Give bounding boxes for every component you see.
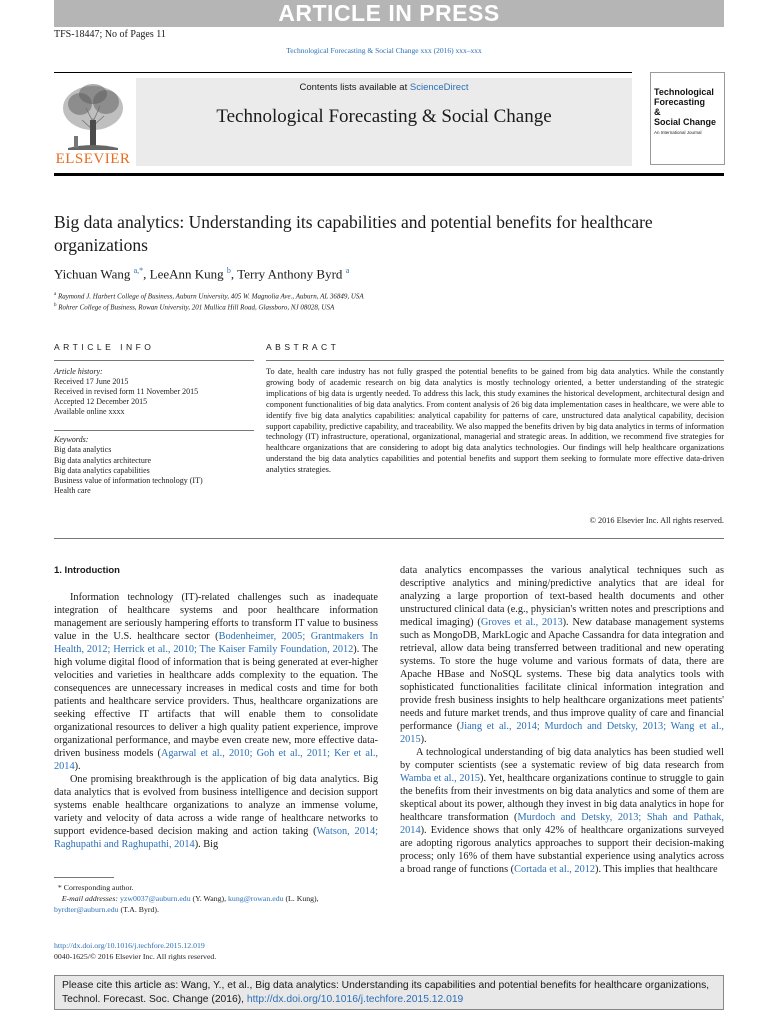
paragraph <box>54 591 378 773</box>
email-link[interactable]: byrdter@auburn.edu <box>54 905 119 914</box>
email-link[interactable]: kung@rowan.edu <box>228 894 284 903</box>
doi-block <box>54 940 216 962</box>
author-name[interactable]: Terry Anthony Byrd <box>237 266 343 282</box>
email-addresses: E-mail addresses: yzw0037@auburn.edu (Y. Wang), kung@rowan.edu (L. Kung), byrdter@auburn.edu (T.A. Byrd). <box>54 894 319 914</box>
citation-link[interactable]: Bodenheimer, 2005; Grantmakers In Health, 2012; Herrick et al., 2010; The Kaiser Family Foundation, 2012 <box>54 631 378 655</box>
author-list: Yichuan Wang $^{a,*}$, LeeAnn Kung $^b$, Terry Anthony Byrd $^a$ <box>54 266 350 282</box>
citation-link[interactable]: Murdoch and Detsky, 2013; Shah and Pathak, 2014 <box>400 812 725 836</box>
email-label: E-mail addresses: <box>61 894 119 903</box>
cover-title-line: Forecasting <box>654 97 706 107</box>
abstract-end-rule <box>54 538 724 539</box>
paragraph <box>400 746 724 876</box>
journal-reference-link[interactable]: Technological Forecasting & Social Change xxx (2016) xxx–xxx <box>286 46 482 55</box>
citation-notice <box>54 975 724 1010</box>
history-label: Article history: <box>54 367 103 376</box>
paragraph-text: ). Yet, healthcare organizations continue to struggle to gain the benefits from their investments on big data analytics and some of them are skeptical about its power, although they invest in big data analytics in hope for healthcare transformation ( <box>400 773 724 823</box>
citation-link[interactable]: Cortada et al., 2012 <box>514 864 596 875</box>
keywords-rule <box>54 430 254 431</box>
body-right-column <box>400 564 724 876</box>
page-info: TFS-18447; No of Pages 11 <box>54 29 166 40</box>
paragraph-text: A technological understanding of big data analytics has been studied well by computer scientists (see a systematic review of big data research from <box>400 747 724 771</box>
abstract-text: To date, health care industry has not fully grasped the potential benefits to be gained from big data analytics. While the constantly growing body of academic research on big data analytics is mostly technology oriented, a better understanding of the strategic implications of big data is urgently needed. To address this lack, this study examines the historical development, architectural design and component functionalities of big data analytics. From content analysis of 26 big data implementation cases in healthcare, we were able to identify five big data analytics capabilities: analytical capability for patterns of care, unstructured data analytical capability, decision support capability, predictive capability, and traceability. We also mapped the benefits driven by big data analytics in terms of information technology (IT) infrastructure, operational, organizational, managerial and strategic areas. In addition, we recommend five strategies for healthcare organizations that are considering to adopt big data analytics technologies. Our findings will help healthcare organizations understand the big data analytics capabilities and potential benefits and support them seeking to formulate more effective data-driven analytics strategies. <box>266 367 724 475</box>
author-name[interactable]: LeeAnn Kung <box>149 266 224 282</box>
author-name[interactable]: Yichuan Wang <box>54 266 131 282</box>
abstract-copyright: © 2016 Elsevier Inc. All rights reserved. <box>589 516 724 525</box>
journal-cover-thumbnail <box>650 72 725 165</box>
author-affiliation-marker[interactable]: a,* <box>133 266 144 275</box>
paragraph-text: One promising breakthrough is the application of big data analytics. Big data analytics that is evolved from business intelligence and decision support systems enable healthcare organizations to analyze an immense volume, variety and velocity of data across a wide range of healthcare networks to support evidence-based decision making and action taking ( <box>54 774 378 837</box>
corresponding-author-note: * Corresponding author. <box>54 883 134 892</box>
abstract-rule <box>266 360 724 361</box>
keyword: Business value of information technology (IT) <box>54 476 203 486</box>
paragraph-text: ). <box>74 761 81 772</box>
affiliation: $^b$ Rohrer College of Business, Rowan University, 201 Mullica Hill Road, Glassboro, NJ 08028, USA <box>54 303 335 312</box>
keyword: Big data analytics capabilities <box>54 465 150 475</box>
cover-title-line: Social Change <box>654 117 717 127</box>
history-item: Received 17 June 2015 <box>54 377 129 386</box>
paragraph <box>54 773 378 851</box>
journal-title: Technological Forecasting & Social Change <box>216 106 552 127</box>
article-info-rule <box>54 360 254 361</box>
affiliation: $^a$ Raymond J. Harbert College of Business, Auburn University, 405 W. Magnolia Ave., Auburn, AL 36849, USA <box>54 292 364 301</box>
cover-title-line: & <box>654 107 661 117</box>
citation-link[interactable]: Agarwal et al., 2010; Goh et al., 2011; Ker et al., 2014 <box>54 748 379 772</box>
doi-link[interactable]: http://dx.doi.org/10.1016/j.techfore.2015.12.019 <box>54 941 205 950</box>
cover-subtitle: An International Journal <box>654 130 702 135</box>
paragraph-text: ). Evidence shows that only 42% of healthcare organizations surveyed are adopting rigorous analytics approaches to support their decision-making process; only 16% of them have substantial experience using analytics across a broad range of functions ( <box>400 825 724 875</box>
cover-title-line: Technological <box>654 87 714 97</box>
citation-link[interactable]: Wamba et al., 2015 <box>400 773 481 784</box>
abstract-heading: ABSTRACT <box>266 342 340 352</box>
issn-line: 0040-1625/© 2016 Elsevier Inc. All rights reserved. <box>54 952 217 961</box>
footnote-rule <box>54 877 114 878</box>
paragraph-text: data analytics encompasses the various analytical techniques such as descriptive analytics and mining/predictive analytics that are ideal for analyzing a large proportion of text-based health documents and other unstructured clinical data (e.g., physician's written notes and prescriptions and medical imaging) ( <box>400 565 724 628</box>
article-title: Big data analytics: Understanding its capabilities and potential benefits for healthcare organizations <box>54 212 653 255</box>
keyword: Health care <box>54 486 91 496</box>
citation-doi-link[interactable]: http://dx.doi.org/10.1016/j.techfore.2015.12.019 <box>246 994 464 1005</box>
contents-availability <box>136 82 632 93</box>
paragraph-text: ). New database management systems such as MongoDB, MarkLogic and Apache Cassandra for data integration and retrieval, allow data being transferred between traditional and new operating systems. To store the huge volume and various formats of data, there are Apache HBase and NoSQL systems. These big data analytics tools with sophisticated functionalities facilitate clinical information integration and provide fresh business insights to help healthcare organizations meet patients' needs and future market trends, and thus improve quality of care and financial performance ( <box>400 617 724 732</box>
author-affiliation-marker[interactable]: a <box>345 266 350 275</box>
contents-prefix: Contents lists available at <box>299 82 410 93</box>
section-heading: 1. Introduction <box>54 565 120 576</box>
elsevier-wordmark: ELSEVIER <box>55 151 131 167</box>
email-link[interactable]: yzw0037@auburn.edu <box>119 894 191 903</box>
history-item: Received in revised form 11 November 2015 <box>54 387 199 396</box>
article-info-heading: ARTICLE INFO <box>54 342 155 352</box>
body-left-column <box>54 564 378 851</box>
history-item: Available online xxxx <box>54 407 125 416</box>
paragraph-text: ). This implies that healthcare <box>595 864 718 875</box>
keyword: Big data analytics <box>54 445 112 455</box>
keywords-label: Keywords: <box>54 435 89 444</box>
keyword: Big data analytics architecture <box>54 455 152 465</box>
paragraph-text: ). <box>420 734 427 745</box>
paragraph-text: Information technology (IT)-related challenges such as inadequate integration of healthcare systems and poor healthcare information management are seriously hampering efforts to transform IT value to business value in the U.S. healthcare sector ( <box>54 592 378 642</box>
author-affiliation-marker[interactable]: b <box>226 266 231 275</box>
citation-link[interactable]: Groves et al., 2013 <box>480 617 563 628</box>
header-top-rule <box>54 72 632 73</box>
sciencedirect-link[interactable]: ScienceDirect <box>409 82 469 93</box>
cover-title <box>654 87 716 127</box>
footnote <box>54 882 384 915</box>
paragraph-text: ). The high volume digital flood of information that is being generated at ever-higher velocities and varieties in healthcare adds complexity to the equation. The consequences are unnecessary increases in medical costs and time for both patients and healthcare service providers. Thus, healthcare organizations are seeking effective IT artifacts that will enable them to consolidate organizational resources to deliver a high quality patient experience, improve organizational performance, and maybe even create new, more effective data-driven business models ( <box>54 644 379 759</box>
citation-link[interactable]: Jiang et al., 2014; Murdoch and Detsky, 2013; Wang et al., 2015 <box>400 721 724 745</box>
article-history <box>54 367 254 417</box>
paragraph <box>400 564 724 746</box>
header-bottom-rule <box>54 173 724 176</box>
keywords <box>54 435 254 497</box>
article-in-press-banner: ARTICLE IN PRESS <box>54 0 724 27</box>
citation-text: Please cite this article as: Wang, Y., et al., Big data analytics: Understanding its capabilities and potential benefits for healthcare organizations, Technol. Forecast. Soc. Change (2016), <box>62 980 710 1005</box>
history-item: Accepted 12 December 2015 <box>54 397 148 406</box>
paragraph-text: ). Big <box>194 839 219 850</box>
citation-link[interactable]: Watson, 2014; Raghupathi and Raghupathi, 2014 <box>54 826 378 850</box>
